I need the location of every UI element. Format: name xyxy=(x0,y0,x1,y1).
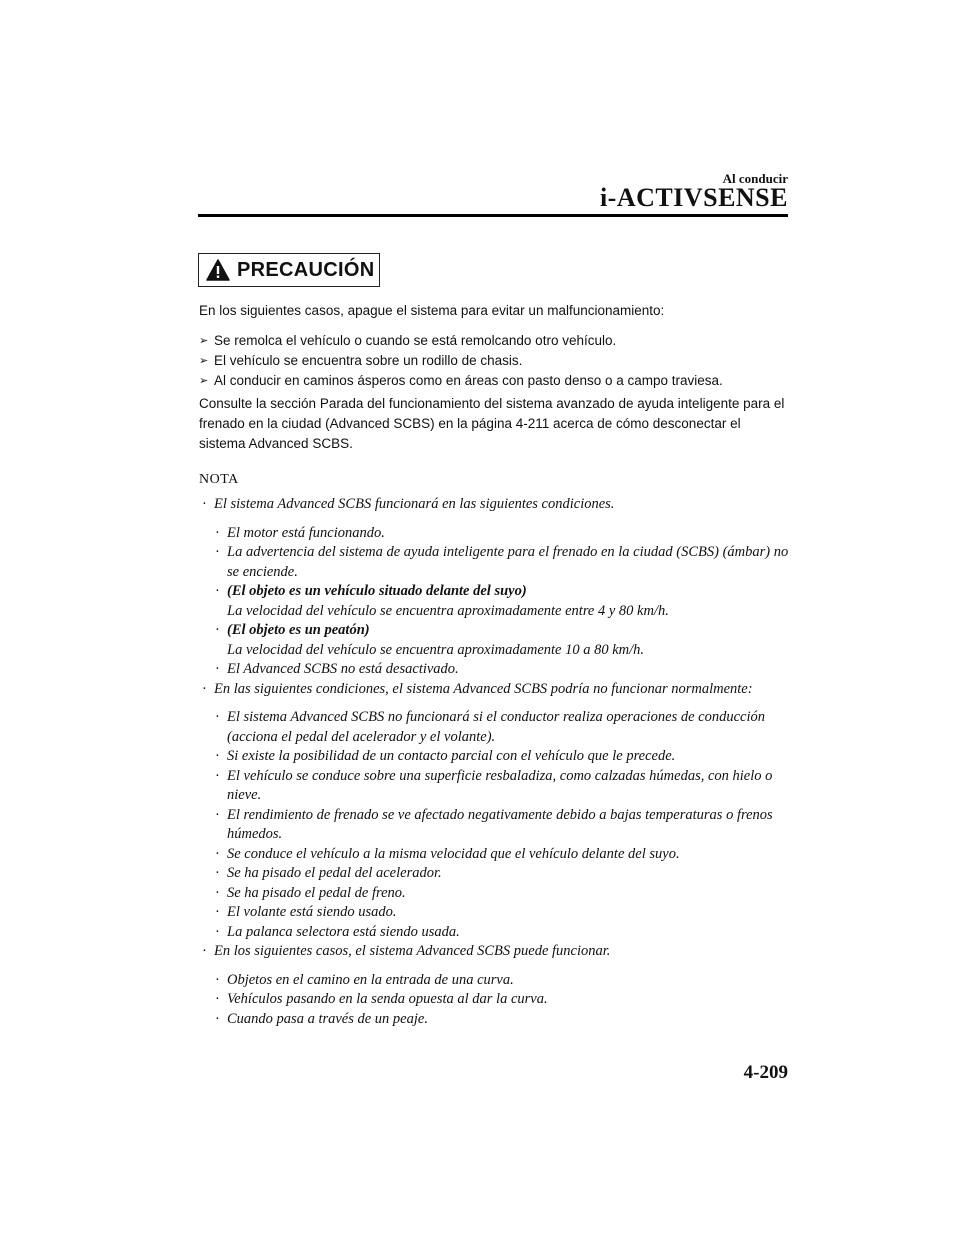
caution-title: PRECAUCIÓN xyxy=(237,258,375,281)
bullet-icon: · xyxy=(215,709,220,725)
list-item: · Se ha pisado el pedal del acelerador. xyxy=(215,864,799,884)
list-item: · La advertencia del sistema de ayuda inteligente para el frenado en la ciudad (SCBS) (ámbar) no se enciende. xyxy=(215,543,799,582)
arrow-bullet-icon: ➢ xyxy=(199,355,209,367)
nota-body xyxy=(199,495,799,1029)
bullet-icon: · xyxy=(215,904,220,920)
list-item: · (El objeto es un peatón) La velocidad del vehículo se encuentra aproximadamente 10 a 80 km/h. xyxy=(215,621,799,660)
bullet-icon: · xyxy=(215,1010,220,1027)
caution-list xyxy=(199,331,789,391)
caution-item: ➢ El vehículo se encuentra sobre un rodillo de chasis. xyxy=(199,351,789,371)
nota-title: NOTA xyxy=(199,472,239,487)
bullet-icon: · xyxy=(215,544,220,560)
bullet-icon: · xyxy=(215,923,220,940)
caution-item: ➢ Se remolca el vehículo o cuando se está remolcando otro vehículo. xyxy=(199,331,789,351)
bullet-icon: · xyxy=(215,845,220,862)
list-item: · Si existe la posibilidad de un contacto parcial con el vehículo que le precede. xyxy=(215,747,799,767)
header-section-label: Al conducir xyxy=(722,171,788,186)
list-item: · Se ha pisado el pedal de freno. xyxy=(215,884,799,904)
bullet-icon: · xyxy=(202,943,207,959)
list-item: · Se conduce el vehículo a la misma velocidad que el vehículo delante del suyo. xyxy=(215,845,799,865)
bullet-icon: · xyxy=(215,884,220,901)
bullet-icon: · xyxy=(215,767,220,784)
list-item: · (El objeto es un vehículo situado delante del suyo) La velocidad del vehículo se encuentra aproximadamente entre 4 y 80 km/h. xyxy=(215,582,799,621)
caution-reference: Consulte la sección Parada del funcionamiento del sistema avanzado de ayuda inteligente para el frenado en la ciudad (Advanced SCBS) en la página 4-211 acerca de cómo desconectar el sistema Advanced SCBS. xyxy=(199,396,785,451)
list-item: · En las siguientes condiciones, el sistema Advanced SCBS podría no funcionar normalmente: xyxy=(202,680,799,700)
caution-item: ➢ Al conducir en caminos ásperos como en áreas con pasto denso o a campo traviesa. xyxy=(199,371,789,391)
list-item: · El volante está siendo usado. xyxy=(215,903,799,923)
list-item: · El Advanced SCBS no está desactivado. xyxy=(215,660,799,680)
bullet-icon: · xyxy=(215,748,220,764)
list-item: · El motor está funcionando. xyxy=(215,524,799,544)
bullet-icon: · xyxy=(202,680,207,697)
header-title: i-ACTIVSENSE xyxy=(599,183,788,212)
list-item: · El rendimiento de frenado se ve afectado negativamente debido a bajas temperaturas o frenos húmedos. xyxy=(215,806,799,845)
caution-box xyxy=(198,253,380,287)
bullet-icon: · xyxy=(215,524,220,541)
bullet-icon: · xyxy=(215,583,220,599)
list-item: · El vehículo se conduce sobre una superficie resbaladiza, como calzadas húmedas, con hielo o nieve. xyxy=(215,767,799,806)
list-item: · El sistema Advanced SCBS no funcionará si el conductor realiza operaciones de conducción (acciona el pedal del acelerador y el volante). xyxy=(215,708,799,747)
bullet-icon: · xyxy=(215,991,220,1007)
list-item: · En los siguientes casos, el sistema Advanced SCBS puede funcionar. xyxy=(202,942,799,962)
warning-triangle-icon xyxy=(206,259,230,281)
caution-intro: En los siguientes casos, apague el sistema para evitar un malfuncionamiento: xyxy=(199,303,665,318)
arrow-bullet-icon: ➢ xyxy=(199,375,209,387)
bullet-icon: · xyxy=(215,806,220,823)
list-item: · La palanca selectora está siendo usada. xyxy=(215,923,799,943)
bullet-icon: · xyxy=(215,622,220,638)
list-item: · Vehículos pasando en la senda opuesta al dar la curva. xyxy=(215,990,799,1010)
arrow-bullet-icon: ➢ xyxy=(199,335,209,347)
header-rule xyxy=(198,214,788,217)
bullet-icon: · xyxy=(215,865,220,881)
bullet-icon: · xyxy=(215,971,220,988)
page-number: 4-209 xyxy=(743,1062,788,1083)
bullet-icon: · xyxy=(202,496,207,512)
list-item: · El sistema Advanced SCBS funcionará en las siguientes condiciones. xyxy=(202,495,799,515)
bullet-icon: · xyxy=(215,661,220,677)
list-item: · Objetos en el camino en la entrada de una curva. xyxy=(215,971,799,991)
list-item: · Cuando pasa a través de un peaje. xyxy=(215,1010,799,1030)
